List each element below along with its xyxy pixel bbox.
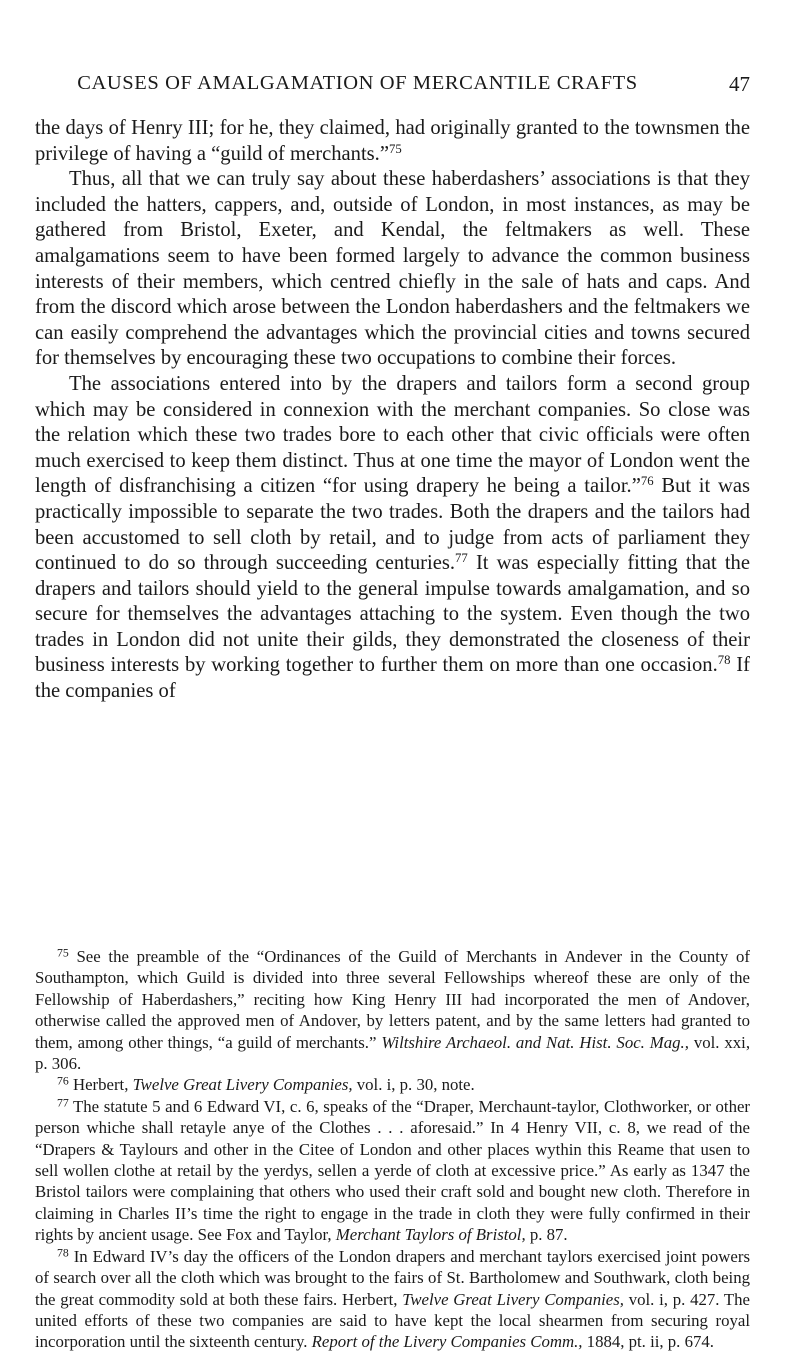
footnote-78	[35, 1246, 750, 1353]
paragraph-3-text-d: If the companies of	[35, 654, 750, 703]
note-ref-77: 77	[455, 551, 468, 566]
footnote-number: 77	[57, 1096, 69, 1110]
footnote-text: p. 87.	[525, 1225, 568, 1245]
running-title: CAUSES OF AMALGAMATION OF MERCANTILE CRAFTS	[77, 72, 638, 94]
body-text	[35, 116, 750, 705]
footnote-number: 75	[57, 946, 69, 960]
paragraph-2	[35, 167, 750, 372]
paragraph-1	[35, 116, 750, 167]
footnote-number: 78	[57, 1246, 69, 1260]
footnote-number: 76	[57, 1075, 69, 1089]
footnote-text: The statute 5 and 6 Edward VI, c. 6, speaks of the “Draper, Merchaunt-taylor, Clothworker, or other person whiche shall retayle anye of the Clothes . . . aforesaid.” In 4 Henry VII, c. 8, we read of the “Drapers & Taylours and other in the Citee of London and other places wythin this Reame that usen to sell wollen clothe at retail by the yerdys, sellen a yerde of cloth at excessive price.” As early as 1347 the Bristol tailors were complaining that others who used their craft sold and bought new cloth. Therefore in claiming in Charles II’s time the right to engage in the trade in cloth they were fully confirmed in their rights by ancient usage. See Fox and Taylor,	[35, 1096, 750, 1245]
footnote-text: vol. xxi, p. 306.	[35, 1032, 751, 1074]
paragraph-2-text: Thus, all that we can truly say about these haberdashers’ associations is that they included the hatters, cappers, and, outside of London, in most instances, as may be gathered from Bristol, Exeter, and Kendal, the feltmakers as well. These amalgamations seem to have been formed largely to advance the common business interests of their members, which centred chiefly in the sale of hats and caps. And from the discord which arose between the London haberdashers and the feltmakers we can easily comprehend the advantages which the provincial cities and towns secured for themselves by encouraging these two occupations to combine their forces.	[35, 168, 750, 370]
paragraph-3-text-b: But it was practically impossible to separate the two trades. Both the drapers and the tailors had been accustomed to sell cloth by retail, and to judge from acts of parliament they continued to do so through succeeding centuries.	[35, 475, 750, 575]
note-ref-75: 75	[388, 141, 402, 156]
footnote-text: In Edward IV’s day the officers of the London drapers and merchant taylors exercised joint powers of search over all the cloth which was brought to the fairs of St. Bartholomew and Southwark, cloth being the great commodity sold at both these fairs. Herbert,	[35, 1246, 750, 1309]
paragraph-3-text-c: It was especially fitting that the drapers and tailors should yield to the general impulse towards amalgamation, and so secure for themselves the advantages attaching to the system. Even though the two trades in London did not unite their gilds, they demonstrated the closeness of their business interests by working together to further them on more than one occasion.	[35, 552, 750, 677]
footnote-77	[35, 1096, 750, 1246]
paragraph-3	[35, 372, 750, 705]
footnote-75	[35, 946, 750, 1074]
running-head	[35, 72, 750, 100]
footnote-76	[35, 1074, 750, 1095]
footnotes	[35, 946, 750, 1353]
paragraph-1-text: the days of Henry III; for he, they claimed, had originally granted to the townsmen the privilege of having a “guild of merchants.”	[35, 117, 750, 165]
footnote-text: Herbert,	[68, 1075, 133, 1095]
footnote-text: vol. i, p. 427. The united efforts of these two companies are said to have kept the local shearmen from securing royal incorporation until the sixteenth century.	[35, 1289, 751, 1352]
note-ref-76: 76	[640, 474, 654, 489]
footnote-text: 1884, pt. ii, p. 674.	[582, 1332, 714, 1352]
footnote-citation-title: Report of the Livery Companies Comm.,	[311, 1332, 583, 1352]
footnote-citation-title: Merchant Taylors of Bristol,	[335, 1225, 526, 1245]
note-ref-78: 78	[717, 653, 731, 668]
footnote-citation-title: Wiltshire Archaeol. and Nat. Hist. Soc. Mag.,	[381, 1032, 689, 1052]
footnote-text: See the preamble of the “Ordinances of the Guild of Merchants in Andever in the County of Southampton, which Guild is divided into three several Fellowships whereof these are only of the Fellowship of Haberdashers,” reciting how King Henry III had incorporated the men of Andover, otherwise called the approved men of Andover, by letters patent, and by the same letters had granted to them, among other things, “a guild of merchants.”	[35, 947, 750, 1052]
footnote-citation-title: Twelve Great Livery Companies,	[132, 1075, 353, 1095]
page-number: 47	[729, 72, 750, 96]
paragraph-3-text-a: The associations entered into by the drapers and tailors form a second group which may be considered in connexion with the merchant companies. So close was the relation which these two trades bore to each other that civic officials were often much exercised to keep them distinct. Thus at one time the mayor of London went the length of disfranchising a citizen “for using drapery he being a tailor.”	[35, 372, 750, 498]
footnote-citation-title: Twelve Great Livery Companies,	[402, 1289, 624, 1309]
footnote-text: vol. i, p. 30, note.	[352, 1075, 475, 1095]
